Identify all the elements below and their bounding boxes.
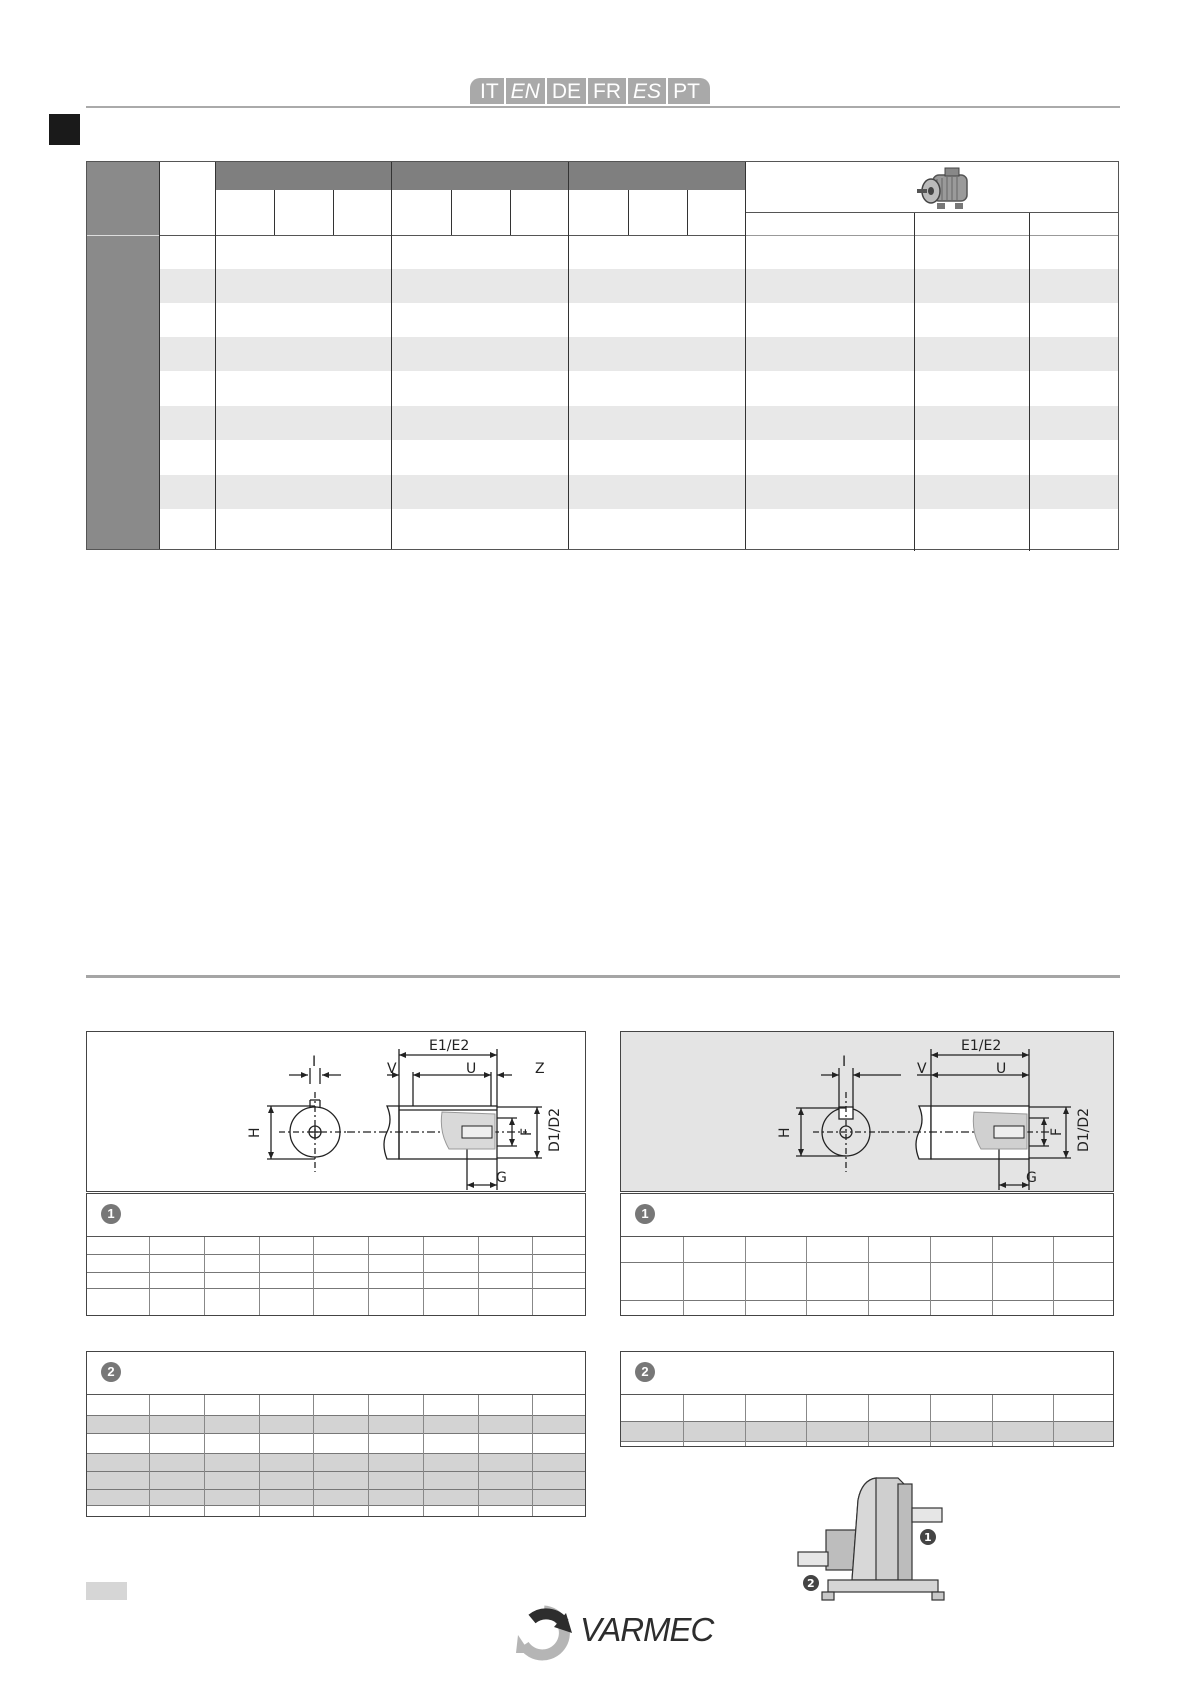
language-tabs [470,78,710,104]
column-divider [478,1395,479,1516]
table-row-stripe [159,269,1118,303]
sub-col-line [451,190,452,235]
table-row [621,1395,1113,1422]
column-divider [683,1395,684,1446]
col-line [745,162,746,549]
sub-col-line [687,190,688,235]
column-divider [930,1395,931,1446]
dimension-table-right-1 [620,1193,1114,1316]
svg-text:1: 1 [924,1531,932,1544]
svg-text:D1/D2: D1/D2 [1076,1107,1092,1152]
svg-text:H: H [777,1127,793,1138]
table-row [621,1263,1113,1301]
dimension-grid [621,1236,1113,1315]
column-divider [532,1395,533,1516]
col-line [914,213,915,551]
column-divider [204,1237,205,1315]
shaft-drawing-right [620,1031,1114,1192]
svg-text:2: 2 [807,1577,815,1590]
svg-text:D1/D2: D1/D2 [547,1107,563,1152]
motor-header-line [745,212,1118,213]
svg-text:E1/E2: E1/E2 [961,1038,1002,1054]
sub-col-line [628,190,629,235]
column-divider [1053,1395,1054,1446]
column-divider [1053,1237,1054,1315]
svg-text:I: I [842,1054,847,1070]
top-divider [86,106,1120,108]
col-line [159,162,160,549]
row-header-divider [87,235,159,236]
column-divider [806,1237,807,1315]
header-group-2 [392,162,568,190]
table-row [87,1416,585,1434]
svg-text:F: F [519,1127,535,1136]
column-divider [149,1237,150,1315]
svg-text:F: F [1049,1127,1065,1136]
electric-motor-icon [915,165,977,215]
svg-text:E1/E2: E1/E2 [429,1038,470,1054]
motor-subheader-line [745,235,1118,236]
svg-text:H: H [247,1127,263,1138]
column-divider [868,1237,869,1315]
column-divider [313,1237,314,1315]
column-divider [992,1395,993,1446]
table-row [621,1422,1113,1442]
dimension-grid [621,1394,1113,1446]
svg-text:U: U [996,1061,1007,1077]
col-line [391,162,392,549]
column-divider [745,1237,746,1315]
dimension-table-left-2 [86,1351,586,1517]
col-line [568,162,569,549]
column-divider [532,1237,533,1315]
sub-col-line [510,190,511,235]
table-row [87,1237,585,1255]
column-divider [930,1237,931,1315]
table-row [87,1454,585,1472]
svg-text:I: I [312,1054,317,1070]
header-group-1 [216,162,391,190]
table-row [87,1434,585,1454]
column-divider [149,1395,150,1516]
dimension-grid [87,1394,585,1516]
column-divider [478,1237,479,1315]
legend-swatch [86,1582,127,1600]
column-divider [259,1237,260,1315]
callout-badge: 2 [101,1362,121,1382]
shaft-drawing-left [86,1031,586,1192]
table-row-stripe [159,475,1118,509]
table-row-stripe [159,337,1118,371]
brand-name: VARMEC [580,1611,714,1648]
callout-badge: 1 [101,1204,121,1224]
table-row [87,1255,585,1273]
section-marker [49,114,80,145]
varmec-logo-icon [512,1605,576,1661]
column-divider [423,1395,424,1516]
svg-text:G: G [1026,1170,1037,1186]
column-divider [868,1395,869,1446]
column-divider [368,1395,369,1516]
table-row [621,1237,1113,1263]
brand-logo [512,1605,714,1661]
callout-badge: 2 [635,1362,655,1382]
lang-tab-es[interactable]: ES [628,78,666,104]
col-line [1029,213,1030,551]
header-group-3 [569,162,745,190]
gearbox-drawing [796,1470,946,1605]
sub-col-line [274,190,275,235]
column-divider [992,1237,993,1315]
column-divider [683,1237,684,1315]
callout-badge: 1 [635,1204,655,1224]
lang-tab-fr[interactable]: FR [588,78,626,104]
column-divider [259,1395,260,1516]
lang-tab-it[interactable]: IT [470,78,504,104]
table-row [87,1472,585,1490]
section-divider [86,975,1120,978]
table-row [87,1395,585,1416]
lang-tab-pt[interactable]: PT [668,78,710,104]
main-data-table [86,161,1119,550]
svg-text:U: U [466,1061,477,1077]
col-line [215,162,216,549]
dimension-table-right-2 [620,1351,1114,1447]
column-divider [313,1395,314,1516]
dimension-table-left-1 [86,1193,586,1316]
svg-text:V: V [387,1061,397,1077]
column-divider [423,1237,424,1315]
svg-text:Z: Z [535,1061,545,1077]
lang-tab-de[interactable]: DE [547,78,586,104]
table-row [87,1273,585,1289]
dimension-grid [87,1236,585,1315]
table-row-stripe [159,406,1118,440]
svg-text:G: G [496,1170,507,1186]
table-row [87,1490,585,1506]
column-divider [204,1395,205,1516]
lang-tab-en[interactable]: EN [506,78,545,104]
column-divider [806,1395,807,1446]
column-divider [745,1395,746,1446]
column-divider [368,1237,369,1315]
sub-col-line [333,190,334,235]
svg-text:V: V [917,1061,927,1077]
row-header-column [87,162,159,549]
